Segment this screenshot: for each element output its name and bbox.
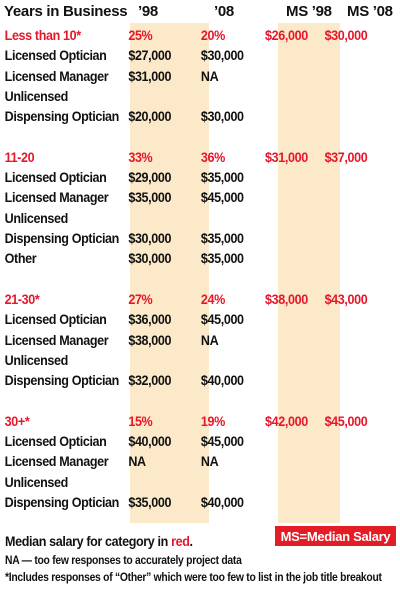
job-title: Unlicensed	[4, 352, 68, 368]
salary-08: $35,000	[200, 231, 244, 246]
table-row	[0, 229, 372, 249]
table-row	[0, 209, 372, 229]
category-label: 30+*	[4, 413, 30, 429]
category-row	[0, 148, 372, 168]
median-08: $37,000	[324, 149, 368, 165]
job-title: Licensed Manager	[4, 68, 109, 84]
job-title: Dispensing Optician	[4, 373, 119, 389]
table-row	[0, 331, 372, 351]
header-years-in-business: Years in Business	[4, 3, 128, 20]
percent-98: 15%	[128, 413, 153, 429]
table-row	[0, 351, 372, 371]
salary-08: $30,000	[200, 48, 244, 64]
salary-98: $27,000	[128, 48, 172, 64]
table-row	[0, 432, 372, 452]
category-row	[0, 26, 372, 46]
salary-08: $30,000	[200, 109, 244, 125]
salary-08: $45,000	[200, 312, 244, 328]
percent-98: 33%	[128, 149, 153, 165]
job-title: Unlicensed	[4, 474, 68, 490]
category-label: Less than 10*	[4, 28, 81, 43]
category-row	[0, 290, 372, 310]
table-row	[0, 249, 372, 269]
job-title: Licensed Manager	[4, 332, 109, 348]
salary-08: NA	[200, 454, 219, 470]
job-title: Licensed Optician	[4, 170, 107, 186]
job-title: Unlicensed	[4, 210, 68, 226]
salary-08: $35,000	[200, 170, 244, 186]
median-salary-note: Median salary for category in red.	[5, 534, 193, 549]
salary-08: $35,000	[200, 251, 244, 267]
salary-98: $30,000	[128, 231, 172, 246]
salary-98: NA	[128, 454, 146, 470]
percent-08: 36%	[200, 149, 225, 165]
percent-98: 25%	[128, 28, 153, 43]
header-08: ’08	[214, 3, 234, 20]
job-title: Licensed Optician	[4, 48, 107, 64]
job-title: Licensed Optician	[4, 312, 107, 328]
job-title: Other	[4, 251, 37, 267]
salary-98: $35,000	[128, 190, 172, 206]
ms-legend-badge: MS=Median Salary	[275, 526, 396, 546]
percent-08: 20%	[200, 28, 225, 43]
salary-08: NA	[200, 332, 219, 348]
table-row	[0, 452, 372, 472]
salary-08: $45,000	[200, 190, 244, 206]
table-header	[0, 0, 400, 22]
header-ms98: MS ’98	[286, 3, 332, 20]
salary-98: $31,000	[128, 68, 172, 84]
job-title: Dispensing Optician	[4, 494, 119, 510]
table-row	[0, 371, 372, 391]
table-row	[0, 87, 372, 107]
other-footnote: *Includes responses of “Other” which were too few to list in the job title breakout	[5, 572, 382, 584]
table-row	[0, 67, 372, 87]
salary-98: $32,000	[128, 373, 172, 389]
table-row	[0, 473, 372, 493]
median-red-word: red	[171, 534, 190, 549]
percent-08: 24%	[200, 291, 225, 307]
header-98: ’98	[138, 3, 158, 20]
salary-98: $38,000	[128, 332, 172, 348]
salary-98: $35,000	[128, 494, 172, 510]
salary-98: $29,000	[128, 170, 172, 186]
salary-08: $45,000	[200, 434, 244, 449]
salary-08: $40,000	[200, 373, 244, 389]
table-row	[0, 46, 372, 66]
na-footnote: NA — too few responses to accurately project data	[5, 555, 242, 567]
median-08: $30,000	[324, 28, 368, 43]
job-title: Unlicensed	[4, 88, 68, 104]
salary-98: $40,000	[128, 434, 172, 449]
median-98: $26,000	[265, 28, 308, 43]
salary-98: $20,000	[128, 109, 172, 125]
salary-98: $30,000	[128, 251, 172, 267]
table-row	[0, 168, 372, 188]
job-title: Dispensing Optician	[4, 231, 119, 246]
salary-98: $36,000	[128, 312, 172, 328]
median-98: $42,000	[265, 413, 308, 429]
percent-98: 27%	[128, 291, 153, 307]
job-title: Dispensing Optician	[4, 109, 119, 125]
category-label: 11-20	[4, 149, 35, 165]
table-row	[0, 188, 372, 208]
job-title: Licensed Optician	[4, 434, 107, 449]
table-row	[0, 107, 372, 127]
job-title: Licensed Manager	[4, 190, 109, 206]
table-row	[0, 493, 372, 513]
job-title: Licensed Manager	[4, 454, 109, 470]
salary-08: NA	[200, 68, 219, 84]
salary-08: $40,000	[200, 494, 244, 510]
category-label: 21-30*	[4, 291, 40, 307]
median-08: $45,000	[324, 413, 368, 429]
category-row	[0, 412, 372, 432]
table-row	[0, 310, 372, 330]
median-98: $38,000	[265, 291, 308, 307]
median-98: $31,000	[265, 149, 308, 165]
median-08: $43,000	[324, 291, 368, 307]
header-ms08: MS ’08	[347, 3, 393, 20]
percent-08: 19%	[200, 413, 225, 429]
